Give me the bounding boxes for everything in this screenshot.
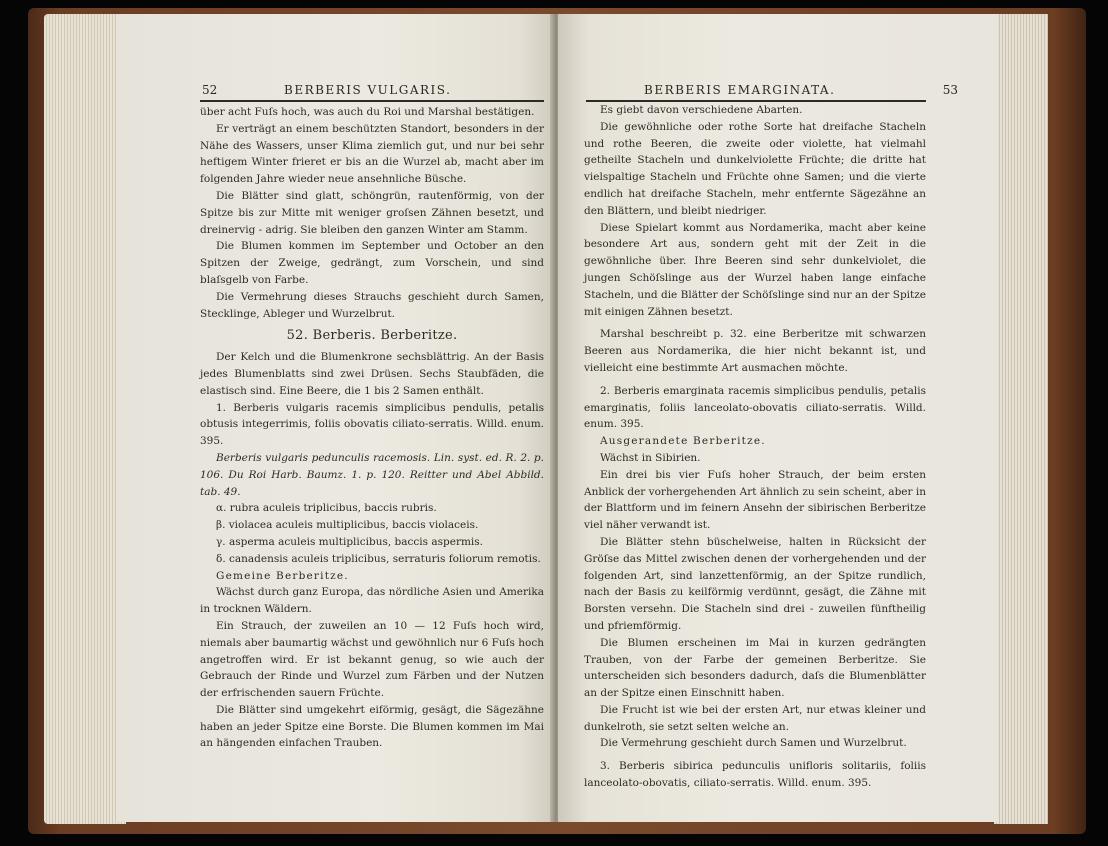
paragraph: Die Blätter sind umgekehrt eiförmig, gesägt, die Sägezähne haben an jeder Spitze eine Borste. Die Blumen kommen im Mai an hängenden einfachen Trauben. [200,703,544,750]
right-running-title: BERBERIS EMARGINATA. [644,83,836,97]
paragraph: 1. Berberis vulgaris racemis simplicibus pendulis, petalis obtusis integerrimis, foliis obovatis ciliato-serratis. Willd. enum. 395. [200,401,544,448]
right-running-head [586,76,958,102]
paragraph: Die Vermehrung dieses Strauchs geschieht durch Samen, Stecklinge, Ableger und Wurzelbrut. [200,290,544,320]
paragraph: Die gewöhnliche oder rothe Sorte hat dreifache Stacheln und rothe Beeren, die zweite oder violette, hat vielmahl getheilte Stacheln und dunkelviolette Früchte; die dritte hat vielspaltige Stacheln und Früchte ohne Samen; und die vierte endlich hat dreifache Stacheln, mehr entfernte Sägezähne an den Blättern, und bleibt niedriger. [584,120,926,217]
right-body-text [584,102,926,792]
paragraph: 2. Berberis emarginata racemis simplicibus pendulis, petalis emarginatis, foliis lanceolato-obovatis ciliato-serratis. Willd. enum. 395. [584,384,926,431]
paragraph: Ein drei bis vier Fuſs hoher Strauch, der beim ersten Anblick der vorhergehenden Art ähnlich zu sein scheint, aber in der Blattform und im feinern Ansehn der sibirischen Berberitze viel näher verwandt ist. [584,468,926,532]
paragraph: Ein Strauch, der zuweilen an 10 — 12 Fuſs hoch wird, niemals aber baumartig wächst und gewöhnlich nur 6 Fuſs hoch angetroffen wird. Er ist bekannt genug, so wie auch der Gebrauch der Rinde und Wurzel zum Färben und der Nutzen der erfrischenden sauern Früchte. [200,619,544,700]
paragraph: Marshal beschreibt p. 32. eine Berberitze mit schwarzen Beeren aus Nordamerika, die hier nicht bekannt ist, und vielleicht eine bestimmte Art ausmachen möchte. [584,328,926,374]
right-page [558,14,998,822]
paragraph: α. rubra aculeis triplicibus, baccis rubris. [216,502,437,515]
paragraph: Es giebt davon verschiedene Abarten. [600,104,803,116]
left-running-head [200,76,544,102]
page-edges-left [44,14,126,824]
paragraph: Berberis vulgaris pedunculis racemosis. Lin. syst. ed. R. 2. p. 106. Du Roi Harb. Baumz. 1. p. 120. Reitter und Abel Abbild. tab. 49. [200,451,544,498]
left-page [118,14,554,822]
paragraph: Wächst durch ganz Europa, das nördliche Asien und Amerika in trocknen Wäldern. [200,586,544,616]
paragraph: Er verträgt an einem beschützten Standort, besonders in der Nähe des Wassers, unser Klima ziemlich gut, und nur bei sehr heftigem Winter frieret er bis an die Wurzel ab, macht aber im folgenden Jahre wieder neue ansehnliche Büsche. [200,122,544,186]
paragraph: Diese Spielart kommt aus Nordamerika, macht aber keine besondere Art aus, sondern geht mit der Zeit in die gewöhnliche über. Ihre Beeren sind sehr dunkelviolet, die jungen Schöſslinge aus der Wurzel haben lange einfache Stacheln, und die Blätter der Schöſslinge sind nur an der Spitze mit einigen Zähnen besetzt. [584,221,926,318]
paragraph: Ausgerandete Berberitze. [600,435,766,448]
paragraph: Die Blumen erscheinen im Mai in kurzen gedrängten Trauben, von der Farbe der gemeinen Berberitze. Sie unterscheiden sich besonders dadurch, daſs die Blumenblätter an der Spitze einen Einschnitt haben. [584,636,926,700]
left-body-text [200,104,544,752]
paragraph: Die Vermehrung geschieht durch Samen und Wurzelbrut. [600,737,907,750]
paragraph: Der Kelch und die Blumenkrone sechsblättrig. An der Basis jedes Blumenblatts sind zwei Drüsen. Sechs Staubfäden, die elastisch sind. Eine Beere, die 1 bis 2 Samen enthält. [200,351,544,397]
paragraph: Die Blumen kommen im September und October an den Spitzen der Zweige, gedrängt, zum Vorschein, und sind blaſsgelb von Farbe. [200,240,544,286]
left-page-number: 52 [202,83,218,97]
paragraph: Wächst in Sibirien. [600,451,701,464]
paragraph: 52. Berberis. Berberitze. [286,328,458,344]
right-page-number: 53 [942,83,958,97]
left-running-title: BERBERIS VULGARIS. [284,83,452,97]
paragraph: γ. asperma aculeis multiplicibus, baccis aspermis. [216,535,484,548]
paragraph: Die Blätter stehn büschelweise, halten in Rücksicht der Gröſse das Mittel zwischen denen der vorhergehenden und der folgenden Art, sind lanzettenförmig, an der Spitze rundlich, nach der Basis zu keilförmig verdünnt, gesägt, die Zähne mit Borsten versehn. Die Stacheln sind drei - zuweilen fünftheilig und pfriemförmig. [584,535,926,632]
paragraph: Gemeine Berberitze. [216,569,349,582]
page-edges-right [994,14,1048,824]
paragraph: über acht Fuſs hoch, was auch du Roi und Marshal bestätigen. [200,106,535,118]
paragraph: Die Blätter sind glatt, schöngrün, rautenförmig, von der Spitze bis zur Mitte mit weniger groſsen Zähnen besetzt, und dreinervig - adrig. Sie bleiben den ganzen Winter am Stamm. [200,189,544,236]
paragraph: 3. Berberis sibirica pedunculis unifloris solitariis, foliis lanceolato-obovatis, ciliato-serratis. Willd. enum. 395. [584,760,926,790]
paragraph: β. violacea aculeis multiplicibus, baccis violaceis. [216,519,479,532]
paragraph: δ. canadensis aculeis triplicibus, serraturis foliorum remotis. [216,552,541,565]
paragraph: Die Frucht ist wie bei der ersten Art, nur etwas kleiner und dunkelroth, sie setzt selten welche an. [584,703,926,733]
